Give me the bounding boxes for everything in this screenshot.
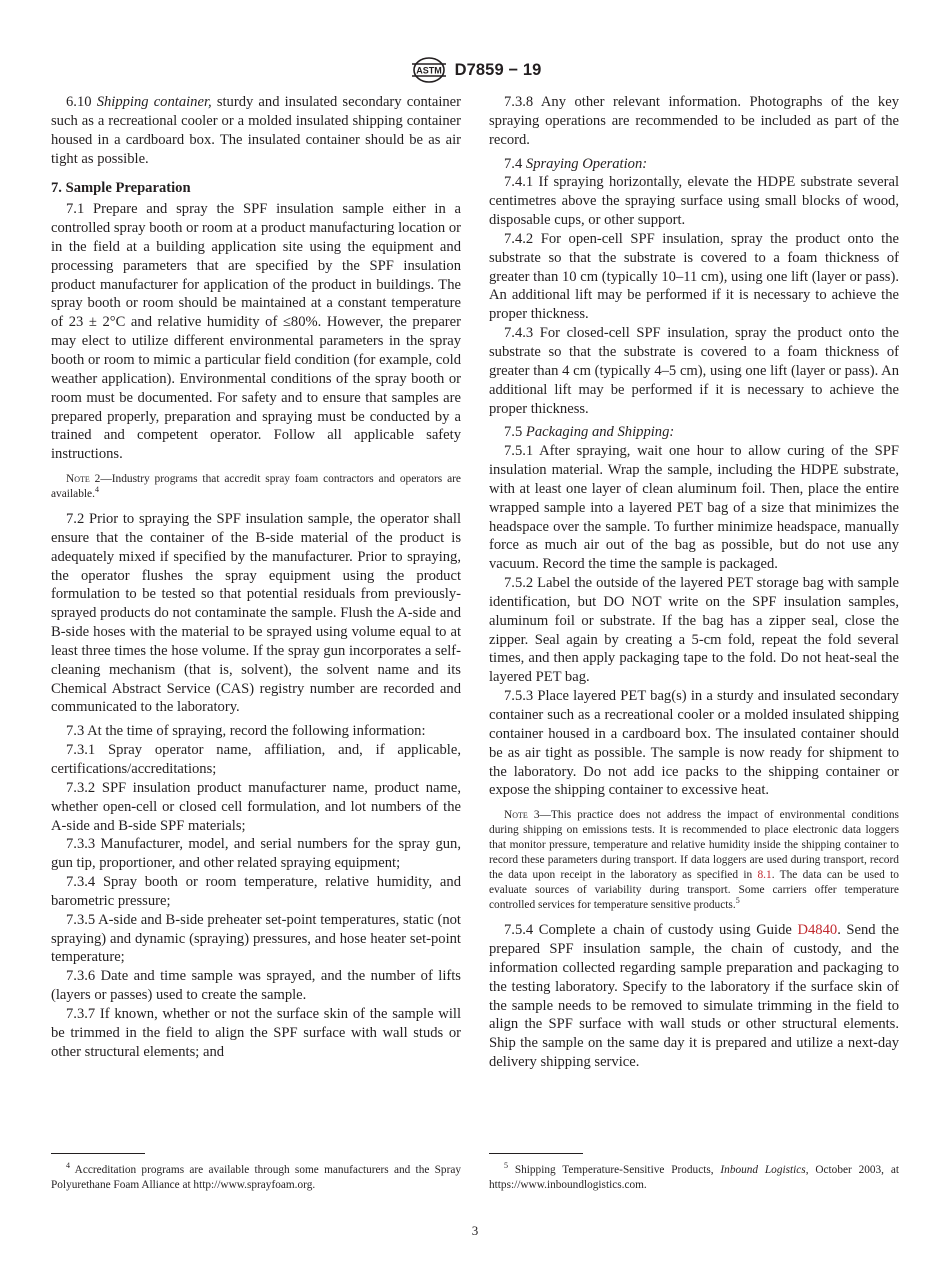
paragraph-7-5-2: 7.5.2 Label the outside of the layered PET storage bag with sample identification, but DO NOT write on the SPF insulation samples, aluminum foil or substrate. If the bag has a zipper seal, close the zipper. Seal again by creating a 5-cm fold, repeat the fold several times, and then apply packaging tape to the fold. Do not heat-seal the layered PET bag. — [489, 575, 899, 686]
section-7-heading: 7. Sample Preparation — [51, 180, 191, 197]
paragraph-7-3-8: 7.3.8 Any other relevant information. Photographs of the key spraying operations are recommended to be included as part of the record. — [489, 94, 899, 148]
paragraph-7-5-1: 7.5.1 After spraying, wait one hour to allow curing of the SPF insulation material. Wrap the sample, including the HDPE substrate, with at least one layer of clean aluminum foil. Then, place the entire wrapped sample into a layered PET bag of a size that minimizes the headspace over the sample. To further minimize headspace, manually force as much air out of the bag as possible, but do not use any vacuum. Record the time the sample is packaged. — [489, 443, 899, 573]
paragraph-7-4-3: 7.4.3 For closed-cell SPF insulation, spray the product onto the substrate so that the substrate is covered to a foam thickness of greater than 4 cm (typically 4–5 cm), using one lift (layer or pass). An additional lift may be performed if it is necessary to achieve the proper thickness. — [489, 325, 899, 417]
paragraph-7-3-2: 7.3.2 SPF insulation product manufacturer name, product name, whether open-cell or closed cell formulation, and lot numbers of the A-side and B-side SPF materials; — [51, 779, 461, 834]
footnote-rule-left — [51, 1153, 145, 1154]
paragraph-7-4-2: 7.4.2 For open-cell SPF insulation, spray the product onto the substrate so that the substrate is covered to a foam thickness of greater than 10 cm (typically 10–11 cm), using one lift (layer or pass). An additional lift may be performed if it is necessary to achieve the proper thickness. — [489, 230, 899, 323]
paragraph-6-10: 6.10 Shipping container, sturdy and insulated secondary container such as a recreational cooler or a molded insulated shipping container housed in a cardboard box. The insulated container should be as air tight as possible. — [51, 94, 462, 167]
paragraph-7-3: 7.3 At the time of spraying, record the following information: — [66, 723, 426, 740]
paragraph-7-4: 7.4 Spraying Operation: — [504, 155, 648, 172]
page-number: 3 — [471, 1223, 479, 1238]
paragraph-7-4-1: 7.4.1 If spraying horizontally, elevate the HDPE substrate several centimetres above the spraying surface using small blocks of wood, disposable cups, or other support. — [489, 174, 899, 229]
footnote-5: $^5$ Shipping Temperature-Sensitive Products, Inbound Logistics, October 2003, at https://www.inboundlogistics.com. — [489, 1161, 899, 1192]
page-header — [0, 56, 950, 84]
paragraph-7-3-7: 7.3.7 If known, whether or not the surface skin of the sample will be trimmed in the field to align the SPF surface with wall studs or other structural elements; and — [51, 1005, 461, 1060]
footnote-4: $^4$ Accreditation programs are available through some manufacturers and the Spray Polyurethane Foam Alliance at http://www.sprayfoam.org. — [51, 1161, 461, 1192]
note-2: Note 2—Industry programs that accredit spray foam contractors and operators are available.$^4$ — [51, 473, 461, 501]
note-3: Note 3—This practice does not address the impact of environmental conditions during shipping on emissions tests. It is recommended to place electronic data loggers that monitor pressure, temperature and relative humidity inside the shipping container to record these parameters during transport. If data loggers are used during transport, record the data upon receipt in the laboratory as specified in 8.1. The data can be used to evaluate sources of variability during transport. Some carriers offer temperature controlled services for temperature sensitive products.$^5$ — [489, 809, 899, 912]
paragraph-7-3-4: 7.3.4 Spray booth or room temperature, relative humidity, and barometric pressure; — [51, 874, 461, 909]
paragraph-7-3-6: 7.3.6 Date and time sample was sprayed, and the number of lifts (layers or passes) used to create the sample. — [51, 968, 461, 1004]
left-column — [51, 93, 461, 1062]
paragraph-7-3-1: 7.3.1 Spray operator name, affiliation, and, if applicable, certifications/accreditations; — [51, 742, 461, 777]
paragraph-7-3-5: 7.3.5 A-side and B-side preheater set-point temperatures, static (not spraying) and dynamic (spraying) pressures, and hose heater set-point temperature; — [51, 911, 461, 966]
section-8-1-link[interactable]: 8.1 — [757, 869, 772, 882]
paragraph-7-1: 7.1 Prepare and spray the SPF insulation sample either in a controlled spray booth or room at a product manufacturing location or in the field at a building application site using the equipment and processing parameters that are specified by the SPF insulation product manufacturer for application of the product in buildings. The spray booth or room should be maintained at a constant temperature of 23 ± 2°C and relative humidity of ≤80%. However, the preparer may elect to utilize different environmental parameters in the spray booth or room to mimic a particular field condition (for example, cold weather application). Environmental conditions of the spray booth or room must be documented. For safety and to ensure that samples are prepared properly, preparation and spraying must be conducted by a trained and competent operator. Follow all applicable safety instructions. — [51, 201, 461, 463]
d4840-link[interactable]: D4840 — [797, 922, 838, 939]
svg-text:ASTM: ASTM — [415, 65, 442, 76]
paragraph-7-2: 7.2 Prior to spraying the SPF insulation sample, the operator shall ensure that the container of the B-side material of the product is adequately mixed if specified by the manufacturer. Prior to spraying, the operator flushes the spray equipment using the product formulation to be tested so that potential residuals from previously-sprayed products do not contaminate the sample. Flush the A-side and B-side hoses with the material to be sprayed using volume equal to at least three times the hose volume. If the spray gun incorporates a self-cleaning mechanism (that is, solvent), the solvent name and its Chemical Abstract Service (CAS) registry number are recorded and communicated to the laboratory. — [51, 511, 461, 716]
document-id: D7859 − 19 — [454, 60, 542, 79]
astm-logo — [409, 56, 449, 84]
paragraph-7-5: 7.5 Packaging and Shipping: — [504, 424, 675, 441]
right-column — [489, 93, 899, 1072]
paragraph-7-5-3: 7.5.3 Place layered PET bag(s) in a sturdy and insulated secondary container such as a recreational cooler or a molded insulated shipping container housed in a cardboard box. The insulated container should be as air tight as possible. The sample is now ready for shipment to the laboratory. Do not add ice packs to the shipping container or expose the shipping container to excessive heat. — [489, 688, 899, 799]
paragraph-7-3-3: 7.3.3 Manufacturer, model, and serial numbers for the spray gun, gun tip, proportioner, and other related spraying equipment; — [51, 836, 461, 872]
footnote-rule-right — [489, 1153, 583, 1154]
paragraph-7-5-4: 7.5.4 Complete a chain of custody using Guide D4840. Send the prepared SPF insulation sample, the chain of custody, and the information collected regarding sample preparation and packaging to the testing laboratory. Specify to the laboratory if the surface skin of the sample needs to be removed to simulate trimming in the field to align the SPF surface with wall studs or other structural elements. Ship the sample on the same day it is prepared and utilize a next-day delivery shipping service. — [489, 922, 899, 1071]
